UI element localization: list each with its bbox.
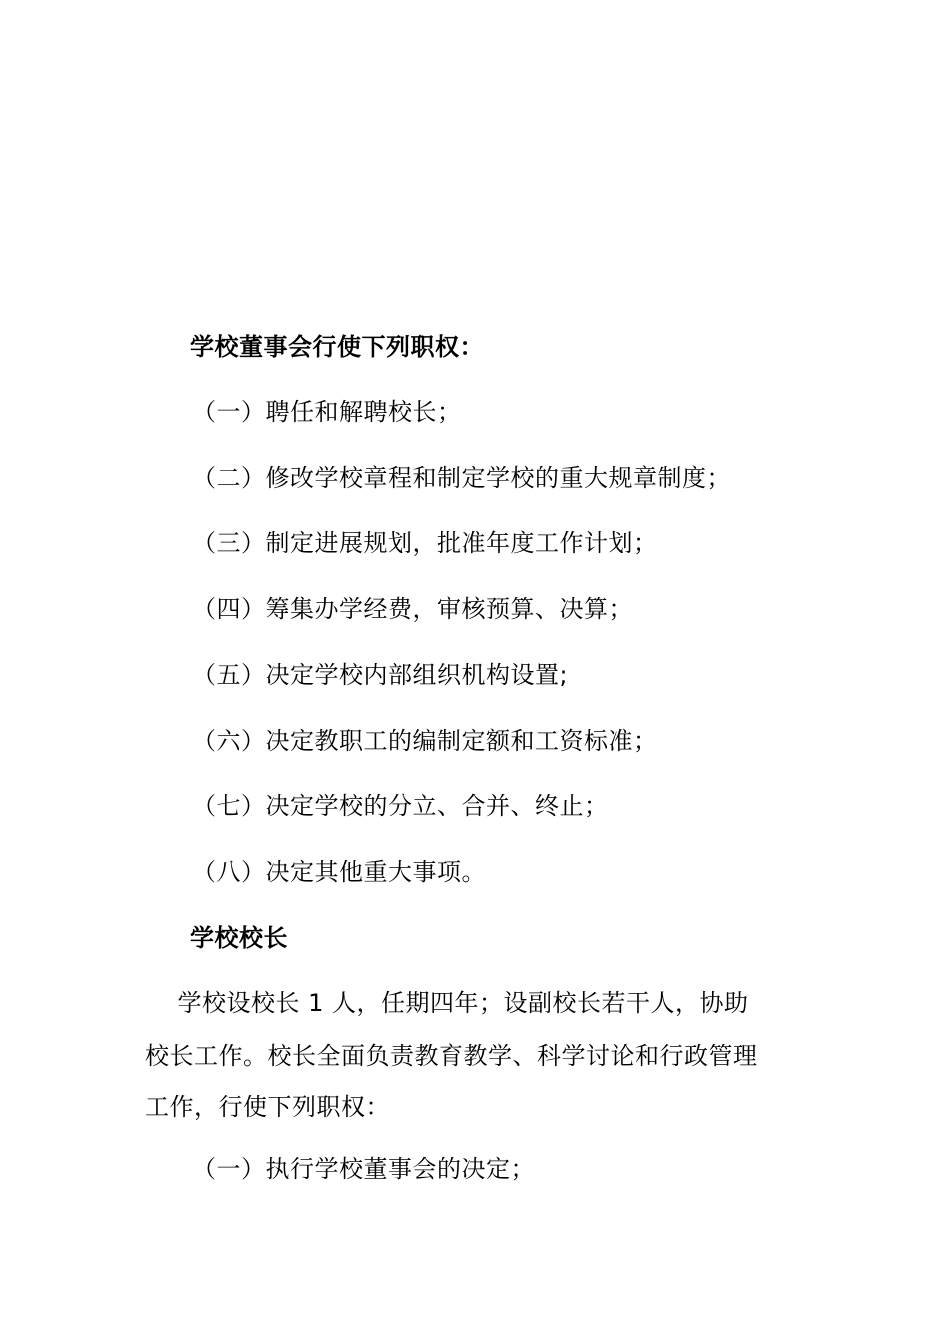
list-item: （五）决定学校内部组织机构设置; [192, 661, 569, 689]
list-item: （四）筹集办学经费，审核预算、决算； [192, 595, 633, 623]
paragraph-line: 校长工作。校长全面负责教育教学、科学讨论和行政管理 [145, 1042, 758, 1070]
list-item: （三）制定进展规划，批准年度工作计划； [192, 529, 658, 557]
list-item: （六）决定教职工的编制定额和工资标准； [192, 727, 658, 755]
section-heading-principal: 学校校长 [190, 924, 288, 952]
list-item: （八）决定其他重大事项。 [192, 858, 486, 886]
list-item: （一）聘任和解聘校长； [192, 398, 462, 426]
list-item: （二）修改学校章程和制定学校的重大规章制度； [192, 464, 731, 492]
paragraph-line: 工作，行使下列职权： [145, 1093, 390, 1121]
list-item: （七）决定学校的分立、合并、终止； [192, 792, 609, 820]
paragraph-line: 学校设校长 1 人，任期四年；设副校长若干人，协助 [145, 989, 749, 1017]
section-heading-board-powers: 学校董事会行使下列职权： [190, 333, 484, 361]
list-item: （一）执行学校董事会的决定； [192, 1155, 535, 1183]
